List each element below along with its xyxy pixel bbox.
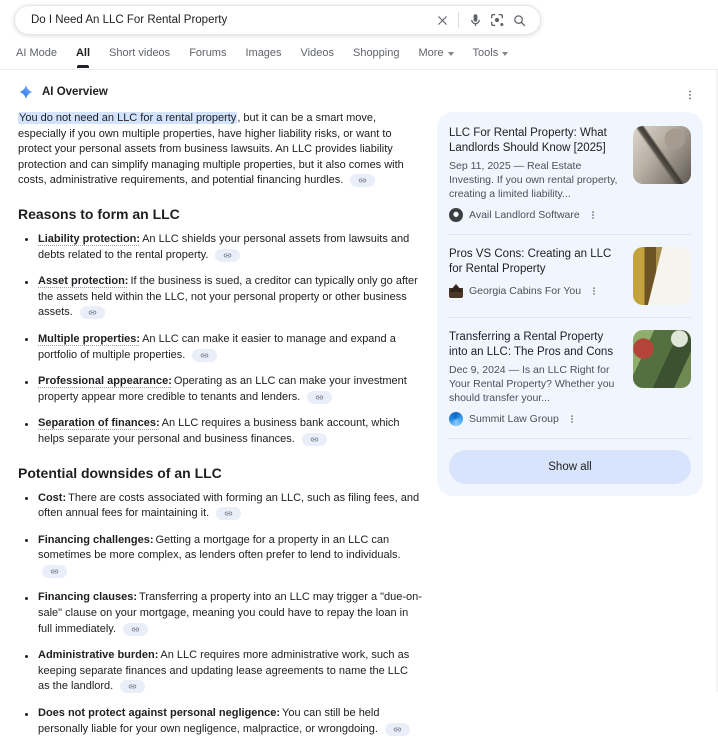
- reasons-list: [18, 232, 422, 448]
- search-icon[interactable]: [508, 9, 530, 31]
- list-item: [25, 706, 422, 737]
- source-link-chip[interactable]: [42, 565, 67, 578]
- list-item: [25, 648, 422, 695]
- term-link[interactable]: Separation of finances:: [38, 417, 160, 430]
- tab-label: Videos: [300, 47, 334, 59]
- tab-videos[interactable]: [301, 47, 334, 65]
- list-item: [25, 232, 422, 263]
- ai-intro-rest: , but it can be a smart move, especially if you own multiple properties, have higher liability risks, or want to protect your personal assets from business lawsuits. An LLC provides liability protection and can simplify managing multiple properties, but it also comes with costs, administrative requirements, and potential financing hurdles.: [18, 112, 404, 187]
- ai-intro-highlight: You do not need an LLC for a rental property: [19, 112, 237, 124]
- source-name: Georgia Cabins For You: [469, 285, 582, 297]
- three-dot-menu-icon[interactable]: [565, 412, 579, 426]
- source-link-chip[interactable]: [123, 623, 148, 636]
- tab-label: Forums: [189, 47, 227, 59]
- source-link-icon: [88, 308, 97, 317]
- tab-shopping[interactable]: [353, 47, 400, 65]
- ai-overview-header: [18, 84, 422, 100]
- source-link-chip[interactable]: [80, 306, 105, 319]
- term-bold: Financing challenges:: [38, 533, 154, 546]
- source-card[interactable]: [449, 114, 691, 234]
- term-link[interactable]: Multiple properties:: [38, 332, 141, 345]
- panel-divider: [449, 438, 691, 439]
- source-link-chip[interactable]: [385, 723, 410, 736]
- source-row: [449, 412, 623, 426]
- card-thumbnail[interactable]: [633, 126, 691, 184]
- source-name: Avail Landlord Software: [469, 209, 580, 221]
- tab-more[interactable]: [418, 47, 453, 65]
- georgia-cabins-favicon-icon: [449, 284, 463, 298]
- card-title[interactable]: Pros VS Cons: Creating an LLC for Rental Property: [449, 248, 612, 275]
- source-link-icon: [310, 435, 319, 444]
- search-bar[interactable]: [14, 5, 541, 35]
- ai-overview-panel: [18, 84, 422, 748]
- search-bar-icons: [431, 9, 530, 31]
- item-text: An LLC requires a business bank account, which helps separate your personal and business finances.: [38, 417, 400, 445]
- source-link-chip[interactable]: [216, 507, 241, 520]
- term-bold: Administrative burden:: [38, 649, 159, 662]
- source-link-chip[interactable]: [192, 349, 217, 362]
- tab-label: All: [75, 47, 91, 59]
- source-link-chip[interactable]: [120, 680, 145, 693]
- term-bold: Financing clauses:: [38, 591, 138, 604]
- item-text: An LLC shields your personal assets from lawsuits and debts related to the rental property.: [38, 232, 410, 261]
- tab-all[interactable]: [76, 47, 90, 65]
- source-link-icon: [223, 251, 232, 260]
- search-bar-divider: [458, 12, 459, 28]
- show-all-button[interactable]: Show all: [449, 450, 691, 484]
- source-link-icon: [224, 509, 233, 518]
- card-snippet: Sep 11, 2025 — Real Estate Investing. If you own rental property, creating a limited liability...: [449, 160, 618, 200]
- tab-label: Tools: [472, 47, 499, 59]
- term-link[interactable]: Liability protection:: [38, 232, 141, 245]
- three-dot-menu-icon[interactable]: [681, 86, 699, 104]
- three-dot-menu-icon[interactable]: [586, 208, 600, 222]
- ai-intro-paragraph: [18, 111, 422, 189]
- tab-short-videos[interactable]: [109, 47, 170, 65]
- list-item: [25, 416, 422, 447]
- source-row: [449, 284, 623, 298]
- downsides-list: [18, 491, 422, 738]
- chevron-down-icon: [448, 52, 454, 56]
- term-link[interactable]: Asset protection:: [38, 275, 129, 288]
- list-item: [25, 374, 422, 405]
- source-link-chip[interactable]: [307, 391, 332, 404]
- item-text: An LLC requires more administrative work, such as keeping separate finances and updating lease agreements to name the LLC as the landlord.: [38, 649, 410, 693]
- tab-label: Short videos: [109, 47, 171, 59]
- three-dot-menu-icon[interactable]: [587, 284, 601, 298]
- item-text: Getting a mortgage for a property in an LLC can sometimes be more complex, as lenders often prefer to lend to individuals.: [38, 533, 401, 562]
- microphone-icon[interactable]: [464, 9, 486, 31]
- list-item: [25, 491, 422, 522]
- clear-icon[interactable]: [431, 9, 453, 31]
- avail-favicon-icon: [449, 208, 463, 222]
- google-lens-icon[interactable]: [486, 9, 508, 31]
- source-link-icon: [50, 567, 59, 576]
- item-text: If the business is sued, a creditor can typically only go after the assets held within the LLC, not your personal property or other business assets.: [38, 275, 418, 319]
- tab-label: AI Mode: [16, 47, 57, 59]
- list-item: [25, 533, 422, 580]
- sources-panel: [437, 112, 703, 496]
- tab-forums[interactable]: [189, 47, 226, 65]
- source-link-icon: [131, 625, 140, 634]
- term-bold: Cost:: [38, 491, 67, 504]
- source-link-icon: [315, 393, 324, 402]
- item-text: Operating as an LLC can make your investment property appear more credible to tenants and lenders.: [38, 375, 407, 403]
- list-item: [25, 274, 422, 321]
- term-bold: Does not protect against personal negligence:: [38, 707, 281, 720]
- source-link-chip[interactable]: [302, 433, 327, 446]
- item-text: An LLC can make it easier to manage and expand a portfolio of multiple properties.: [38, 332, 396, 361]
- card-thumbnail[interactable]: [633, 247, 691, 305]
- card-text: [449, 247, 623, 298]
- card-title[interactable]: LLC For Rental Property: What Landlords Should Know [2025]: [449, 127, 607, 154]
- search-input[interactable]: [31, 14, 431, 26]
- source-card[interactable]: [449, 318, 691, 438]
- tab-label: Shopping: [352, 47, 400, 59]
- source-row: [449, 208, 623, 222]
- ai-sparkle-icon: [18, 84, 34, 100]
- source-link-icon: [358, 176, 367, 185]
- card-text: [449, 330, 623, 426]
- item-text: There are costs associated with forming an LLC, such as filing fees, and often annual fees for maintaining it.: [38, 491, 420, 520]
- card-title[interactable]: Transferring a Rental Property into an LLC: The Pros and Cons: [449, 331, 614, 358]
- card-text: [449, 126, 623, 222]
- card-snippet: Dec 9, 2024 — Is an LLC Right for Your Rental Property? Whether you should transfer your...: [449, 364, 615, 404]
- card-thumbnail[interactable]: [633, 330, 691, 388]
- list-item: [25, 332, 422, 363]
- section-heading-downsides: Potential downsides of an LLC: [18, 464, 222, 481]
- tab-images[interactable]: [245, 47, 281, 65]
- summit-law-favicon-icon: [449, 412, 463, 426]
- source-card[interactable]: [449, 235, 691, 317]
- chevron-down-icon: [502, 52, 508, 56]
- ai-overview-title: AI Overview: [42, 86, 108, 98]
- sources-sidebar: [437, 84, 703, 496]
- tab-ai-mode[interactable]: [16, 47, 57, 65]
- section-heading-reasons: Reasons to form an LLC: [18, 205, 180, 222]
- item-text: Transferring a property into an LLC may trigger a "due-on-sale" clause on your mortgage, meaning you could have to repay the loan in full immediately.: [38, 591, 422, 635]
- tab-tools[interactable]: [473, 47, 509, 65]
- source-link-icon: [128, 682, 137, 691]
- source-link-icon: [200, 351, 209, 360]
- tab-label: More: [418, 47, 444, 59]
- item-text: You can still be held personally liable for your own negligence, malpractice, or wrongdoing.: [38, 707, 380, 735]
- source-name: Summit Law Group: [469, 413, 559, 425]
- term-link[interactable]: Professional appearance:: [38, 375, 172, 388]
- tabs-bottom-divider: [0, 69, 718, 70]
- list-item: [25, 590, 422, 637]
- source-link-icon: [393, 725, 402, 734]
- source-link-chip[interactable]: [215, 249, 240, 262]
- result-filter-tabs: [16, 47, 508, 65]
- source-link-chip[interactable]: [350, 174, 375, 187]
- tab-label: Images: [245, 47, 282, 59]
